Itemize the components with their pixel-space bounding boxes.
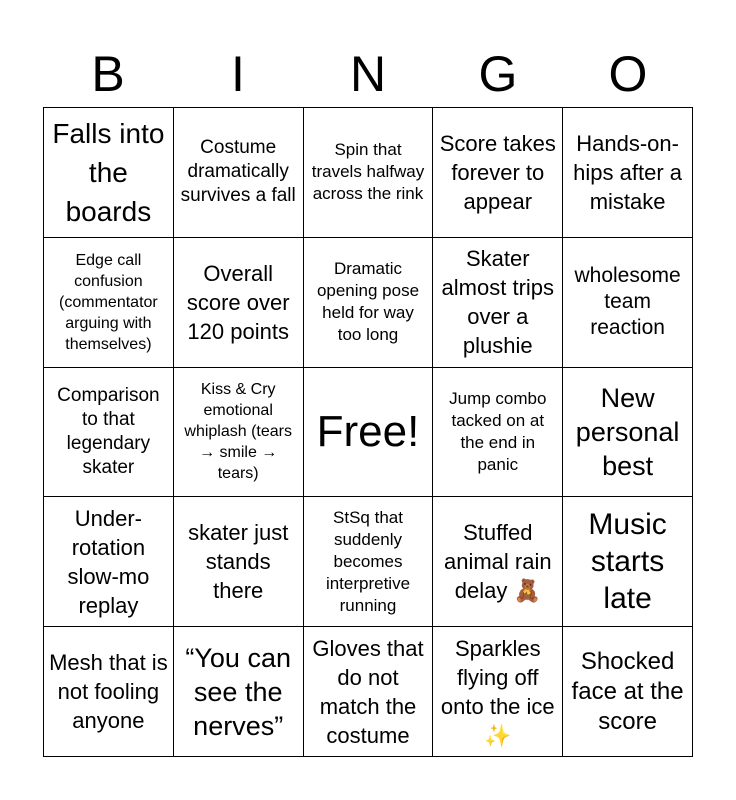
cell-text: Under-rotation slow-mo replay	[67, 505, 150, 618]
bingo-cell[interactable]	[174, 368, 304, 498]
cell-text: Shocked face at the score	[571, 647, 684, 735]
header-letter-b: B	[91, 46, 125, 102]
bingo-cell[interactable]	[433, 627, 563, 757]
bingo-cell[interactable]	[563, 497, 693, 627]
bingo-cell[interactable]	[174, 497, 304, 627]
bingo-cell[interactable]	[563, 368, 693, 498]
bingo-cell[interactable]	[563, 627, 693, 757]
header-letter-n: N	[349, 46, 387, 102]
cell-text: Kiss & Cry emotional whiplash (tears → smile → tears)	[184, 381, 292, 483]
bingo-cell[interactable]	[433, 497, 563, 627]
cell-text: Overall score over 120 points	[186, 260, 290, 344]
bingo-cell[interactable]	[44, 497, 174, 627]
cell-text: wholesome team reaction	[574, 264, 681, 340]
bingo-cell[interactable]	[304, 627, 434, 757]
bingo-cell[interactable]	[304, 497, 434, 627]
bingo-header	[43, 40, 693, 108]
cell-text: Score takes forever to appear	[439, 130, 556, 214]
bingo-cell[interactable]	[174, 108, 304, 238]
cell-text: Music starts late	[588, 508, 667, 616]
cell-text: Costume dramatically survives a fall	[180, 137, 296, 207]
header-letter-g: G	[478, 46, 518, 102]
bingo-cell[interactable]	[304, 108, 434, 238]
cell-text: Dramatic opening pose held for way too long	[316, 259, 420, 345]
cell-text: Sparkles flying off onto the ice ✨	[440, 635, 555, 748]
cell-text: skater just stands there	[188, 520, 289, 604]
cell-text: Falls into the boards	[52, 117, 165, 227]
bingo-cell[interactable]	[44, 627, 174, 757]
bingo-cell[interactable]	[44, 368, 174, 498]
cell-text: Gloves that do not match the costume	[312, 635, 424, 748]
bingo-cell[interactable]	[433, 238, 563, 368]
header-letter-i: I	[231, 46, 245, 102]
bingo-cell[interactable]	[563, 238, 693, 368]
cell-text: Spin that travels halfway across the rink	[311, 140, 425, 204]
bingo-cell[interactable]	[433, 108, 563, 238]
bingo-grid	[43, 107, 693, 757]
cell-text: Hands-on-hips after a mistake	[573, 130, 683, 214]
cell-text: Edge call confusion (commentator arguing with themselves)	[59, 251, 158, 353]
bingo-cell[interactable]	[174, 238, 304, 368]
cell-text: “You can see the nerves”	[185, 642, 291, 741]
cell-text: StSq that suddenly becomes interpretive running	[325, 507, 411, 615]
cell-text: Comparison to that legendary skater	[57, 384, 160, 478]
bingo-cell[interactable]	[563, 108, 693, 238]
cell-text: Mesh that is not fooling anyone	[49, 650, 168, 734]
cell-text: Skater almost trips over a plushie	[441, 246, 555, 359]
bingo-cell[interactable]	[44, 108, 174, 238]
cell-text: Free!	[316, 406, 420, 456]
bingo-cell[interactable]	[174, 627, 304, 757]
bingo-cell[interactable]	[433, 368, 563, 498]
cell-text: Stuffed animal rain delay 🧸	[443, 520, 552, 604]
bingo-cell[interactable]	[304, 238, 434, 368]
free-space-cell[interactable]	[304, 368, 434, 498]
cell-text: Jump combo tacked on at the end in panic	[449, 388, 547, 474]
header-letter-o: O	[608, 46, 648, 102]
bingo-cell[interactable]	[44, 238, 174, 368]
cell-text: New personal best	[575, 382, 680, 481]
